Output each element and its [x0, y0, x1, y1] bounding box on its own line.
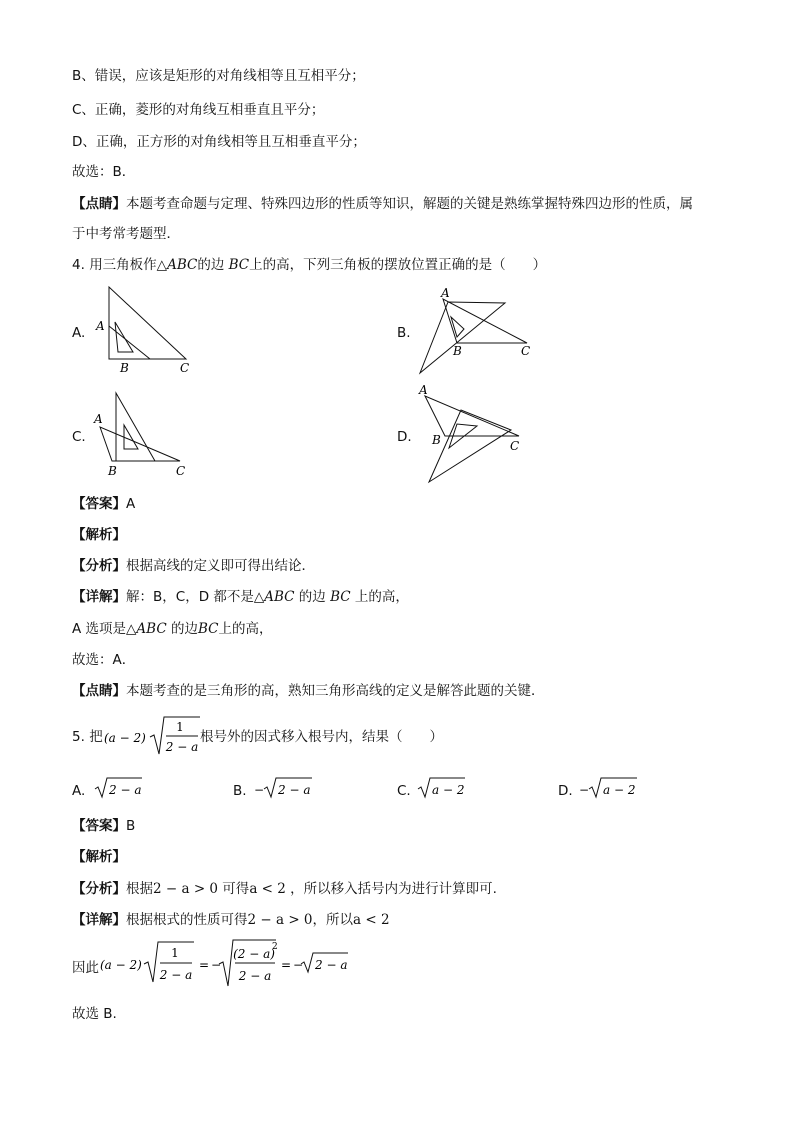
label-b: B: [120, 361, 129, 375]
text: ，所以移入括号内为进行计算即可.: [285, 881, 497, 897]
radicand: 2 − a: [109, 783, 142, 797]
text: 的边: [166, 621, 198, 637]
q5-option-d-label: D.: [558, 783, 573, 799]
text: C、正确，菱形的对角线互相垂直且平分；: [72, 102, 325, 118]
text: 故选：A．: [72, 652, 136, 668]
equals-sign: =: [199, 958, 210, 972]
label-b: B: [108, 464, 117, 478]
text: 故选 B.: [72, 1006, 117, 1022]
q5-option-b: [252, 776, 314, 800]
label-a: A: [94, 412, 103, 426]
label-b: B: [453, 344, 462, 358]
text: 故选：B．: [72, 164, 136, 180]
minus-sign: −: [579, 783, 590, 797]
analysis-line: [72, 557, 315, 575]
text-line: [72, 651, 135, 669]
analysis-tag: [72, 848, 126, 866]
question-number: 5.: [72, 729, 85, 745]
text: 根据高线的定义即可得出结论．: [126, 558, 315, 574]
math-var: ABC: [264, 589, 295, 605]
text-line: [72, 67, 365, 85]
q5-option-c-label: C.: [397, 783, 411, 799]
answer-line: [72, 495, 135, 513]
text: 可得: [218, 881, 250, 897]
text: 的边: [294, 589, 331, 605]
q5-option-d: [577, 776, 639, 800]
comment-line: [72, 682, 545, 700]
section-tag: 【详解】: [72, 589, 126, 605]
math-var: ABC: [136, 621, 167, 637]
frac-denominator: 2 − a: [165, 740, 199, 754]
label-c: C: [521, 344, 531, 358]
math-inline: a < 2: [249, 881, 286, 897]
question-5-number: [72, 728, 103, 746]
answer-line: [72, 817, 135, 835]
text: 的边: [197, 257, 225, 273]
q5-option-a: [94, 776, 144, 800]
math-inline: a < 2: [353, 912, 390, 928]
section-tag: 【答案】: [72, 496, 126, 512]
text: 上的高，: [218, 621, 273, 637]
section-tag: 【详解】: [72, 912, 126, 928]
figure-option-c: [90, 385, 200, 480]
q5-expression: [104, 714, 200, 760]
minus-sign: −: [211, 958, 222, 972]
text: 根据根式的性质可得: [126, 912, 248, 928]
paren-expr: (a − 2): [100, 958, 142, 972]
equals-sign: =: [281, 958, 292, 972]
text: A 选项是△: [72, 621, 137, 637]
minus-sign: −: [254, 783, 265, 797]
section-tag: 【分析】: [72, 881, 126, 897]
label-c: C: [180, 361, 190, 375]
option-c-label: C.: [72, 429, 86, 445]
label-b: B: [432, 433, 441, 447]
label-a: A: [419, 383, 428, 397]
section-tag: 【解析】: [72, 527, 126, 543]
text: 本题考查命题与定理、特殊四边形的性质等知识，解题的关键是熟练掌握特殊四边形的性质，属: [126, 196, 693, 212]
q5-option-a-label: A.: [72, 783, 86, 799]
math-inline: 2 − a > 0: [153, 881, 219, 897]
math-var: BC: [228, 257, 250, 273]
text-line: [72, 1005, 117, 1023]
frac-numerator: 1: [171, 946, 179, 960]
option-a-label: A.: [72, 325, 86, 341]
frac-numerator: 1: [176, 720, 184, 734]
section-tag: 【解析】: [72, 849, 126, 865]
text: ，所以: [312, 912, 354, 928]
question-5-text: 根号外的因式移入根号内，结果（ ）: [200, 729, 443, 745]
label-a: A: [96, 319, 105, 333]
text: B、错误，应该是矩形的对角线相等且互相平分；: [72, 68, 365, 84]
text: 解：B，C，D 都不是△: [126, 589, 265, 605]
radicand: a − 2: [432, 783, 465, 797]
frac-denominator: 2 − a: [159, 968, 193, 982]
answer-value: A: [126, 496, 136, 512]
figure-option-b: [415, 285, 545, 380]
text: 根据: [126, 881, 153, 897]
analysis-line: [72, 880, 497, 898]
text: 把: [89, 729, 103, 745]
section-tag: 【分析】: [72, 558, 126, 574]
big-numerator: (2 − a): [233, 947, 275, 961]
text-line: [72, 163, 135, 181]
detail-line: [72, 620, 272, 638]
text: 本题考查的是三角形的高，熟知三角形高线的定义是解答此题的关键．: [126, 683, 545, 699]
therefore-text: 因此: [72, 960, 99, 976]
text: 上的高，下列三角板的摆放位置正确的是（ ）: [249, 257, 547, 273]
label-c: C: [176, 464, 186, 478]
question-number: 4.: [72, 257, 85, 273]
text: D、正确，正方形的对角线相等且互相垂直平分；: [72, 134, 366, 150]
math-var: ABC: [167, 257, 198, 273]
q5-option-b-label: B.: [233, 783, 247, 799]
section-tag: 【答案】: [72, 818, 126, 834]
q5-derivation: [100, 938, 360, 990]
big-denominator: 2 − a: [238, 969, 272, 983]
section-tag: 【点睛】: [72, 683, 126, 699]
text-line: [72, 195, 693, 213]
option-b-label: B.: [397, 325, 411, 341]
text: 于中考常考题型．: [72, 226, 180, 242]
detail-line: [72, 588, 409, 606]
text: 上的高，: [350, 589, 409, 605]
question-4-stem: [72, 256, 546, 274]
figure-option-a: [90, 282, 200, 377]
exponent: 2: [272, 942, 278, 952]
label-a: A: [441, 286, 450, 300]
option-d-label: D.: [397, 429, 412, 445]
radicand: 2 − a: [278, 783, 311, 797]
text: 用三角板作△: [89, 257, 168, 273]
figure-option-d: [415, 382, 545, 487]
paren-expr: (a − 2): [104, 731, 146, 745]
analysis-tag: [72, 526, 126, 544]
math-var: BC: [330, 589, 351, 605]
label-c: C: [510, 439, 520, 453]
math-var: BC: [197, 621, 219, 637]
radicand: 2 − a: [315, 958, 348, 972]
answer-value: B: [126, 818, 136, 834]
text-line: [72, 101, 324, 119]
q5-option-c: [417, 776, 467, 800]
detail-line: [72, 911, 390, 929]
text-line: [72, 133, 366, 151]
minus-sign: −: [293, 958, 304, 972]
text-line: [72, 225, 180, 243]
math-inline: 2 − a > 0: [247, 912, 313, 928]
section-tag: 【点睛】: [72, 196, 126, 212]
radicand: a − 2: [603, 783, 636, 797]
